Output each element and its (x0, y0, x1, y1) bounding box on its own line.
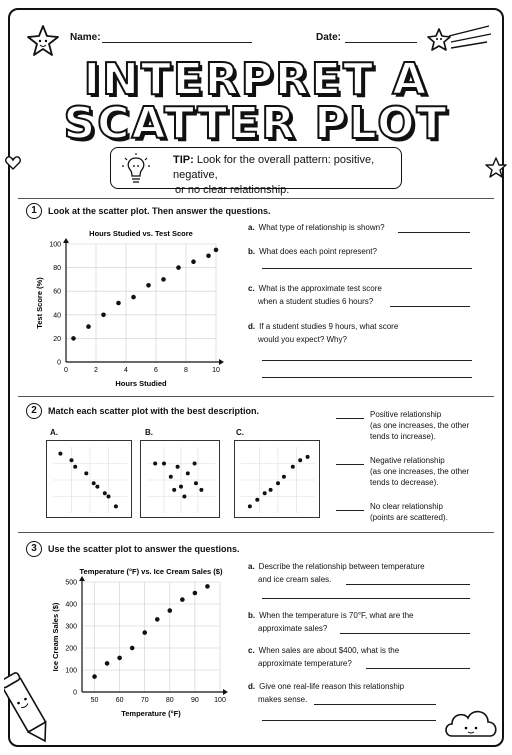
y-tick-label: 200 (65, 645, 77, 653)
tip-text-1: Look for the overall pattern: positive, negative, (173, 154, 375, 181)
q1a: a. What type of relationship is shown? (248, 223, 385, 232)
q1b-answer-line[interactable] (262, 268, 472, 269)
data-point (199, 488, 203, 492)
match-blank-2[interactable] (336, 464, 364, 465)
data-point (169, 475, 173, 479)
q1a-answer-line[interactable] (398, 232, 470, 233)
data-point (182, 495, 186, 499)
data-point (255, 498, 259, 502)
x-tick-label: 2 (94, 367, 98, 374)
data-point (298, 458, 302, 462)
page-title-line2: SCATTER PLOT (63, 98, 449, 149)
section-1-heading: Look at the scatter plot. Then answer the questions. (48, 206, 271, 216)
tip-text-2: or no clear relationship. (175, 184, 290, 196)
section-2-heading: Match each scatter plot with the best description. (48, 406, 260, 416)
data-point (276, 481, 280, 485)
tip-prefix: TIP: (173, 154, 194, 166)
data-point (161, 277, 166, 282)
mini-plot-c (234, 440, 320, 518)
data-point (248, 504, 252, 508)
data-point (180, 597, 185, 602)
y-tick-label: 300 (65, 623, 77, 631)
chart-hours-vs-score (30, 218, 230, 393)
data-point (92, 674, 97, 679)
q3a-answer-line-2[interactable] (262, 598, 470, 599)
x-tick-label: 100 (214, 697, 226, 704)
x-tick-label: 8 (184, 367, 188, 374)
divider (18, 396, 494, 397)
x-axis-label: Temperature (°F) (121, 709, 181, 718)
section-3-heading: Use the scatter plot to answer the questions. (48, 544, 240, 554)
data-point (186, 471, 190, 475)
star-icon (26, 24, 60, 58)
lightbulb-icon (121, 152, 151, 186)
page-title-line1: INTERPRET A (83, 54, 429, 105)
data-point (155, 617, 160, 622)
x-tick-label: 90 (191, 697, 199, 704)
data-point (146, 283, 151, 288)
data-point (95, 485, 99, 489)
data-point (73, 465, 77, 469)
data-point (103, 491, 107, 495)
x-tick-label: 0 (64, 367, 68, 374)
date-label: Date: (316, 32, 342, 43)
y-axis-label: Ice Cream Sales ($) (51, 602, 60, 672)
data-point (105, 661, 110, 666)
data-point (306, 455, 310, 459)
x-tick-label: 60 (115, 697, 124, 704)
date-field[interactable] (345, 42, 417, 43)
small-star-icon (484, 156, 508, 180)
q3d-answer-line-2[interactable] (262, 720, 436, 721)
data-point (205, 584, 210, 589)
data-point (162, 462, 166, 466)
name-field[interactable] (102, 42, 252, 43)
q1c-answer-line[interactable] (390, 306, 470, 307)
data-point (84, 471, 88, 475)
x-tick-label: 4 (124, 367, 128, 374)
y-tick-label: 40 (53, 312, 61, 320)
data-point (168, 608, 173, 613)
data-point (179, 485, 183, 489)
data-point (131, 295, 136, 300)
chart-title: Temperature (°F) vs. Ice Cream Sales ($) (79, 567, 223, 576)
q1d-answer-line-2[interactable] (262, 377, 472, 378)
plot-b-label: B. (145, 428, 153, 437)
q3b: b. When the temperature is 70°F, what are the approximate sales? (248, 611, 414, 633)
plot-a-label: A. (50, 428, 58, 437)
section-2-number: 2 (26, 403, 42, 419)
x-tick-label: 10 (212, 367, 220, 374)
description-positive: Positive relationship (as one increases, the other tends to increase). (370, 410, 470, 441)
x-axis-arrow (219, 359, 224, 365)
name-label: Name: (70, 32, 101, 43)
q3a-answer-line-1[interactable] (346, 584, 470, 585)
data-point (142, 630, 147, 635)
x-axis-arrow (223, 689, 228, 695)
q3a: a. Describe the relationship between temperature and ice cream sales. (248, 562, 425, 584)
q1d: d. If a student studies 9 hours, what score would you expect? Why? (248, 322, 399, 344)
q1d-answer-line-1[interactable] (262, 360, 472, 361)
data-point (206, 254, 211, 259)
x-tick-label: 50 (90, 697, 99, 704)
data-point (107, 495, 111, 499)
y-tick-label: 0 (57, 359, 61, 367)
q3c-answer-line[interactable] (366, 668, 470, 669)
tip-box (110, 147, 402, 196)
data-point (92, 481, 96, 485)
data-point (194, 481, 198, 485)
q3d-answer-line-1[interactable] (314, 704, 436, 705)
heart-icon (4, 154, 22, 172)
data-point (193, 591, 198, 596)
y-tick-label: 60 (53, 288, 61, 296)
x-axis-label: Hours Studied (115, 379, 167, 388)
chart-temperature-vs-sales (38, 558, 238, 726)
data-point (58, 452, 62, 456)
mini-plot-a (46, 440, 132, 518)
data-point (86, 324, 91, 329)
divider (18, 198, 494, 199)
data-point (130, 646, 135, 651)
data-point (263, 491, 267, 495)
match-blank-3[interactable] (336, 510, 364, 511)
y-tick-label: 0 (73, 689, 77, 697)
q3b-answer-line[interactable] (340, 633, 470, 634)
y-tick-label: 400 (65, 601, 77, 609)
cloud-icon (442, 700, 502, 742)
q1c: c. What is the approximate test score when a student studies 6 hours? (248, 284, 382, 306)
data-point (71, 336, 76, 341)
q3d: d. Give one real-life reason this relationship makes sense. (248, 682, 405, 704)
data-point (70, 458, 74, 462)
y-tick-label: 100 (49, 241, 61, 249)
y-tick-label: 20 (53, 335, 61, 343)
data-point (114, 504, 118, 508)
y-axis-label: Test Score (%) (35, 277, 44, 329)
x-tick-label: 80 (165, 697, 174, 704)
data-point (191, 259, 196, 264)
data-point (176, 265, 181, 270)
data-point (101, 313, 106, 318)
y-axis-arrow (79, 576, 85, 581)
data-point (176, 465, 180, 469)
data-point (153, 462, 157, 466)
data-point (193, 462, 197, 466)
data-point (282, 475, 286, 479)
section-3-number: 3 (26, 541, 42, 557)
match-blank-1[interactable] (336, 418, 364, 419)
q1b: b. What does each point represent? (248, 247, 377, 256)
q3c: c. When sales are about $400, what is the approximate temperature? (248, 646, 400, 668)
data-point (269, 488, 273, 492)
divider (18, 532, 494, 533)
y-tick-label: 500 (65, 579, 77, 587)
y-axis-arrow (63, 238, 69, 243)
y-tick-label: 80 (53, 265, 61, 273)
data-point (116, 301, 121, 306)
y-tick-label: 100 (65, 667, 77, 675)
x-tick-label: 6 (154, 367, 158, 374)
chart-title: Hours Studied vs. Test Score (89, 229, 193, 238)
section-1-number: 1 (26, 203, 42, 219)
data-point (214, 248, 219, 253)
description-negative: Negative relationship (as one increases, the other tends to decrease). (370, 456, 470, 487)
plot-c-label: C. (236, 428, 244, 437)
data-point (291, 465, 295, 469)
x-tick-label: 70 (140, 697, 149, 704)
description-none: No clear relationship (points are scattered). (370, 502, 448, 522)
data-point (172, 488, 176, 492)
mini-plot-b (140, 440, 220, 518)
data-point (117, 656, 122, 661)
